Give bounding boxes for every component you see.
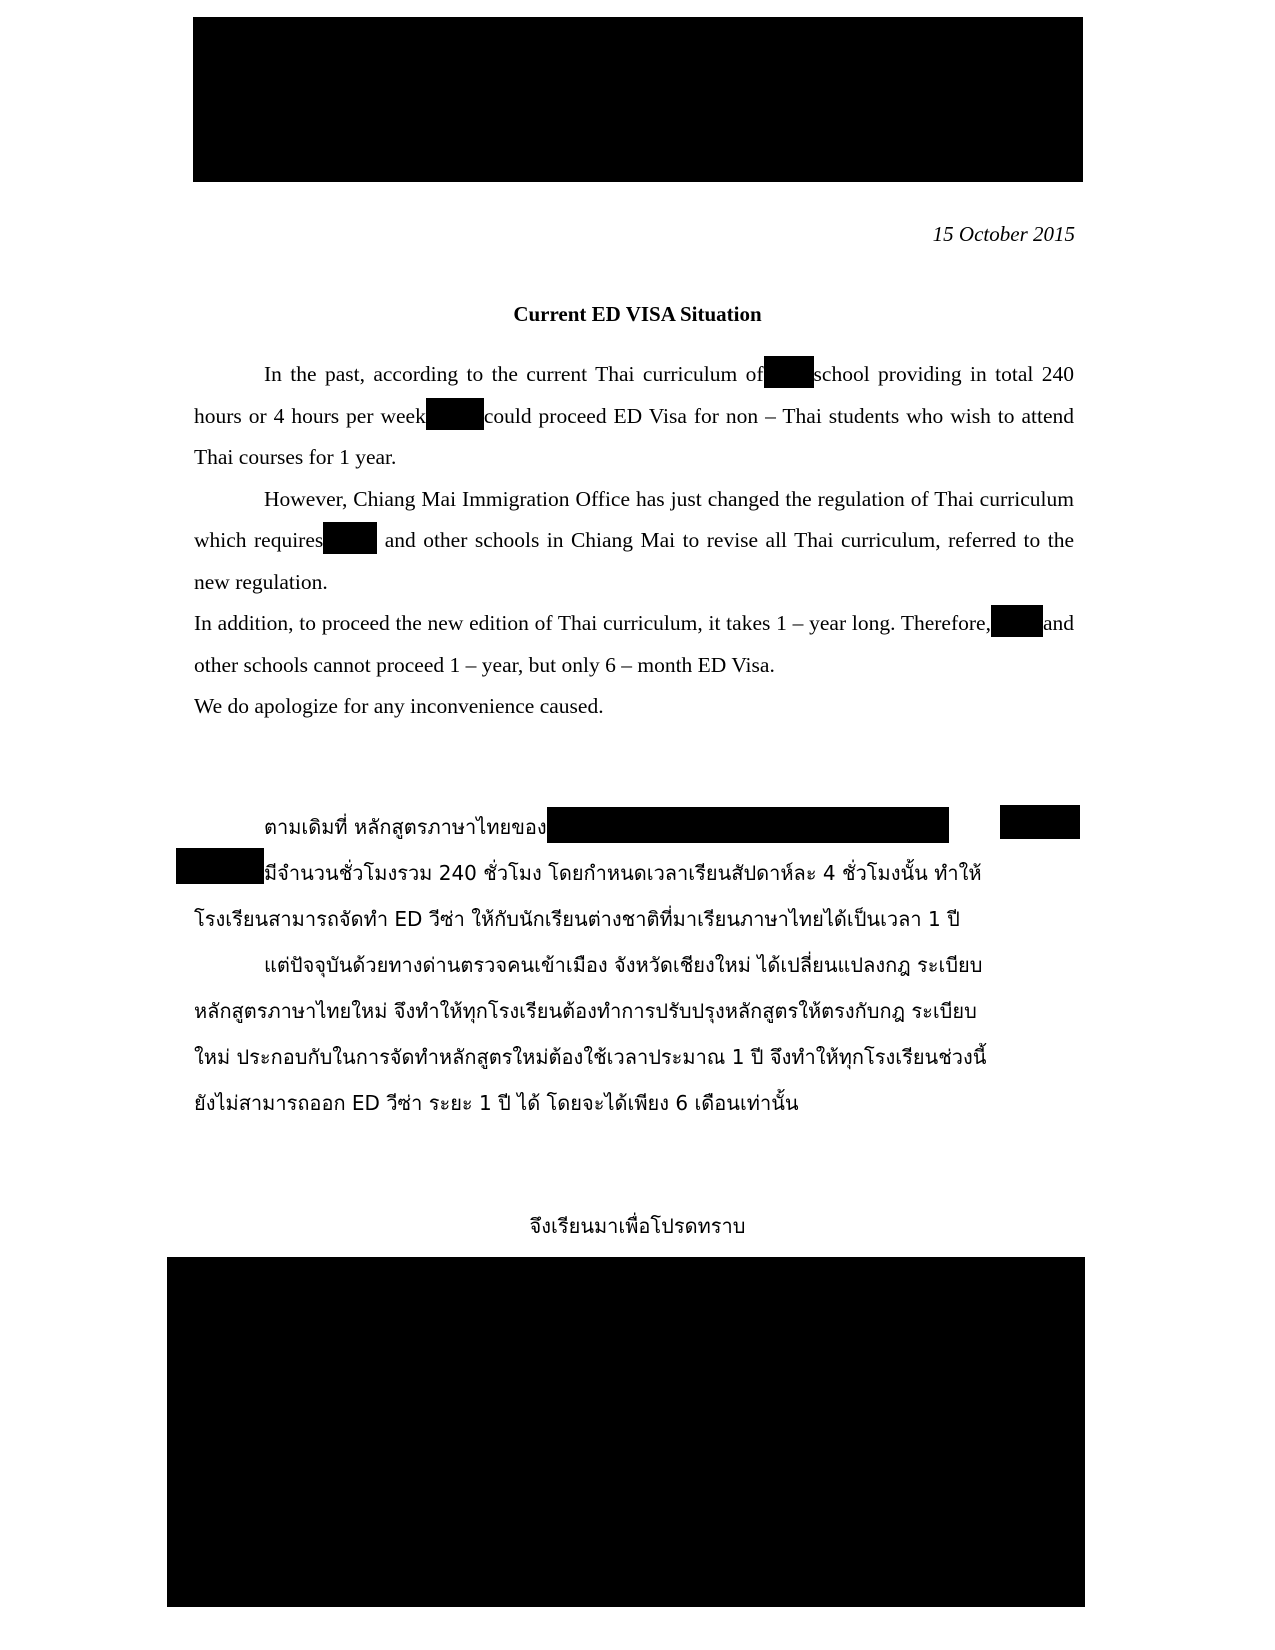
redaction-box: [426, 398, 484, 430]
thai-line: [194, 1080, 1074, 1126]
thai-line: [194, 850, 1074, 896]
redaction-box: [547, 807, 949, 843]
thai-text: มีจำนวนชั่วโมงรวม 240 ชั่วโมง โดยกำหนดเวลาเรียนสัปดาห์ละ 4 ชั่วโมงนั้น ทำให้: [264, 861, 982, 885]
thai-text: ตามเดิมที่ หลักสูตรภาษาไทยของ: [264, 815, 547, 839]
english-paragraph-1: [194, 354, 1074, 479]
thai-text: หลักสูตรภาษาไทยใหม่ จึงทำให้ทุกโรงเรียนต้องทำการปรับปรุงหลักสูตรให้ตรงกับกฎ ระเบียบ: [194, 999, 977, 1023]
redaction-box: [764, 356, 814, 388]
thai-text: โรงเรียนสามารถจัดทำ ED วีซ่า ให้กับนักเรียนต่างชาติที่มาเรียนภาษาไทยได้เป็นเวลา 1 ปี: [194, 907, 960, 931]
english-text: and other schools in Chiang Mai to revise all Thai curriculum, referred to the new regulation.: [194, 528, 1074, 594]
thai-line: [194, 988, 1074, 1034]
redacted-signature-block: [167, 1257, 1085, 1607]
letter-date: 15 October 2015: [932, 222, 1075, 246]
english-paragraph-3: [194, 603, 1074, 728]
letter-title: Current ED VISA Situation: [513, 302, 762, 326]
english-text: However, Chiang Mai Immigration Office has just changed the regulation of Thai curriculum which requires: [194, 486, 1074, 552]
thai-line: [194, 1034, 1074, 1080]
english-text: could proceed ED Visa for non – Thai students who wish to attend Thai courses for 1 year.: [194, 403, 1074, 469]
redacted-letterhead: [193, 17, 1083, 182]
thai-text: แต่ปัจจุบันด้วยทางด่านตรวจคนเข้าเมือง จังหวัดเชียงใหม่ ได้เปลี่ยนแปลงกฎ ระเบียบ: [264, 953, 983, 977]
redaction-box: [991, 605, 1043, 637]
english-body: [194, 354, 1074, 728]
english-paragraph-2: [194, 479, 1074, 604]
thai-line: [194, 896, 1074, 942]
thai-text: ยังไม่สามารถออก ED วีซ่า ระยะ 1 ปี ได้ โดยจะได้เพียง 6 เดือนเท่านั้น: [194, 1091, 799, 1115]
thai-line: [194, 804, 1074, 850]
thai-body: [194, 804, 1074, 1126]
thai-line: [194, 942, 1074, 988]
english-text: and other schools cannot proceed 1 – year, but only 6 – month ED Visa.: [194, 611, 1074, 677]
redaction-box: [1000, 805, 1080, 839]
english-text: school providing in total 240 hours or 4 hours per week: [194, 362, 1074, 428]
thai-text: ใหม่ ประกอบกับในการจัดทำหลักสูตรใหม่ต้องใช้เวลาประมาณ 1 ปี จึงทำให้ทุกโรงเรียนช่วงนี้: [194, 1045, 987, 1069]
english-text: We do apologize for any inconvenience caused.: [194, 694, 604, 718]
closing-line: จึงเรียนมาเพื่อโปรดทราบ: [529, 1214, 746, 1238]
english-text: In the past, according to the current Thai curriculum of: [264, 362, 764, 386]
english-text: In addition, to proceed the new edition of Thai curriculum, it takes 1 – year long. Therefore,: [194, 611, 991, 635]
redaction-box: [323, 522, 377, 554]
redaction-box: [176, 848, 264, 884]
